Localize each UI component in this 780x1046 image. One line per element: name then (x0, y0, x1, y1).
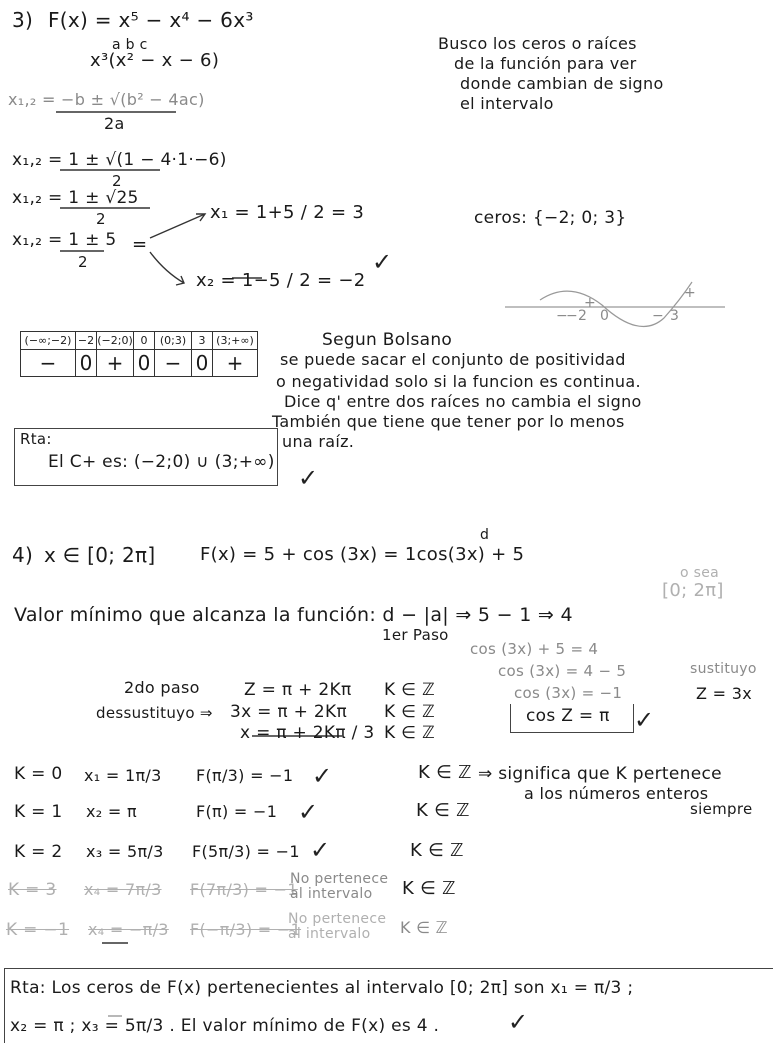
k-row-2-k: K = 2 (14, 842, 63, 862)
arrow-up (150, 214, 205, 238)
factored-function: x³(x² − x − 6) (90, 50, 220, 71)
k-row-1-x: x₂ = π (86, 802, 137, 821)
check-mark: ✓ (312, 762, 333, 790)
graph-label: + (684, 285, 697, 301)
graph-label: − (652, 308, 665, 324)
k-meaning-3: siempre (690, 800, 753, 818)
sign-table-header: (−2;0) (97, 332, 134, 350)
bolzano-title: Segun Bolsano (322, 330, 453, 350)
k-row-1-k: K = 1 (14, 802, 63, 822)
k-row-3-f: F(7π/3) = −1 (190, 880, 298, 899)
bolzano-line-5: una raíz. (282, 432, 355, 451)
check-mark: ✓ (298, 464, 319, 492)
note-line-3: donde cambian de signo (460, 74, 664, 93)
sign-table-cell: 0 (192, 350, 213, 377)
root-2: x₂ = 1−5 / 2 = −2 (196, 270, 366, 291)
sign-table-cell: + (97, 350, 134, 377)
k-row-0-kz: K ∈ ℤ (418, 762, 472, 783)
step-2: x₁,₂ = 1 ± √25 (12, 188, 139, 208)
solve-line-4: cos Z = π (526, 706, 610, 726)
sign-table-cell: + (213, 350, 258, 377)
step-1-label: 1er Paso (382, 626, 449, 644)
corner-note: o sea (680, 565, 720, 581)
check-mark: ✓ (298, 798, 319, 826)
k-integer: K ∈ ℤ (384, 702, 435, 722)
k-row-2-x: x₃ = 5π/3 (86, 842, 164, 861)
corner-interval: [0; 2π] (662, 580, 724, 601)
k-row-4-note: No pertenece al intervalo (288, 911, 387, 942)
k-meaning-1: ⇒ significa que K pertenece (478, 764, 722, 784)
k-row-4-kz: K ∈ ℤ (400, 918, 449, 937)
k-row-0-k: K = 0 (14, 764, 63, 784)
k-integer: K ∈ ℤ (384, 680, 435, 700)
k-row-1-kz: K ∈ ℤ (416, 800, 470, 821)
zeros-set: ceros: {−2; 0; 3} (474, 208, 627, 228)
step-1: x₁,₂ = 1 ± √(1 − 4·1·−6) (12, 150, 227, 170)
step-2-denominator: 2 (96, 210, 106, 228)
desubstitution-label: dessustituyo ⇒ (96, 704, 213, 722)
sign-table-header: (3;+∞) (213, 332, 258, 350)
k-meaning-2: a los números enteros (524, 784, 709, 803)
solve-line-1: cos (3x) + 5 = 4 (470, 640, 599, 658)
k-row-4-k: K = −1 (6, 920, 70, 940)
bolzano-line-1: se puede sacar el conjunto de positividad (280, 350, 626, 369)
problem-3-function: F(x) = x⁵ − x⁴ − 6x³ (48, 8, 254, 32)
k-row-0-f: F(π/3) = −1 (196, 766, 294, 785)
abc-labels: a b c (112, 37, 148, 53)
sign-table-cell: 0 (134, 350, 155, 377)
graph-label: −2 (566, 308, 588, 324)
k-row-2-kz: K ∈ ℤ (410, 840, 464, 861)
step-1-denominator: 2 (112, 172, 122, 190)
graph-label: + (584, 295, 597, 311)
problem-4-function: F(x) = 5 + cos (3x) = 1cos(3x) + 5 (200, 544, 525, 565)
sign-table-header: (−∞;−2) (21, 332, 76, 350)
sign-table-header: 3 (192, 332, 213, 350)
note-line-4: el intervalo (460, 94, 554, 113)
sign-table-header: (0;3) (155, 332, 192, 350)
k-row-3-kz: K ∈ ℤ (402, 878, 456, 899)
solve-line-3: cos (3x) = −1 (514, 684, 623, 702)
check-mark: ✓ (372, 248, 393, 276)
quadratic-formula-denominator: 2a (104, 114, 125, 133)
d-label: d (480, 527, 490, 543)
k-row-4-x: x₄ = −π/3 (88, 920, 169, 939)
general-solution-1: Z = π + 2Kπ (244, 680, 352, 700)
check-mark: ✓ (310, 836, 331, 864)
general-solution-2: 3x = π + 2Kπ (230, 702, 348, 722)
substitution-label: sustituyo (690, 661, 757, 677)
problem-4-domain: x ∈ [0; 2π] (44, 543, 156, 567)
answer-label: Rta: (20, 430, 52, 448)
equals-sign: = (132, 234, 148, 255)
graph-label: 3 (670, 308, 680, 324)
sign-table-header: −2 (76, 332, 97, 350)
sign-table-cell: − (21, 350, 76, 377)
substitution-equation: Z = 3x (696, 684, 752, 703)
check-mark: ✓ (508, 1008, 529, 1036)
sign-table-cell: − (155, 350, 192, 377)
note-line-2: de la función para ver (454, 54, 637, 73)
final-answer-line-2: x₂ = π ; x₃ = 5π/3 . El valor mínimo de F(x) es 4 . (10, 1016, 440, 1036)
sign-table-cell: 0 (76, 350, 97, 377)
note-line-1: Busco los ceros o raíces (438, 34, 637, 53)
k-row-0-x: x₁ = 1π/3 (84, 766, 162, 785)
sign-table-header: 0 (134, 332, 155, 350)
bolzano-line-2: o negatividad solo si la funcion es continua. (276, 372, 641, 391)
quadratic-formula: x₁,₂ = −b ± √(b² − 4ac) (8, 90, 205, 109)
k-row-1-f: F(π) = −1 (196, 802, 278, 821)
step-3: x₁,₂ = 1 ± 5 (12, 230, 117, 250)
answer-text: El C+ es: (−2;0) ∪ (3;+∞) (48, 452, 275, 472)
k-row-3-x: x₄ = 7π/3 (84, 880, 162, 899)
solve-line-2: cos (3x) = 4 − 5 (498, 662, 627, 680)
k-row-3-note: No pertenece al intervalo (290, 871, 389, 902)
k-row-3-k: K = 3 (8, 880, 57, 900)
graph-label: 0 (600, 308, 610, 324)
graph-label: − (556, 308, 569, 324)
minimum-value-line: Valor mínimo que alcanza la función: d − |a| ⇒ 5 − 1 ⇒ 4 (14, 604, 573, 626)
step-3-denominator: 2 (78, 253, 88, 271)
bolzano-line-4: También que tiene que tener por lo menos (272, 412, 625, 431)
sign-table (20, 331, 258, 377)
root-1: x₁ = 1+5 / 2 = 3 (210, 202, 365, 223)
problem-4-number: 4) (12, 543, 34, 567)
general-solution-3: x = π + 2Kπ / 3 (240, 723, 375, 743)
problem-3-number: 3) (12, 8, 34, 32)
k-integer: K ∈ ℤ (384, 723, 435, 743)
step-2-label: 2do paso (124, 678, 200, 697)
k-row-2-f: F(5π/3) = −1 (192, 842, 300, 861)
k-row-4-f: F(−π/3) = −1 (190, 920, 302, 939)
arrow-down (150, 252, 184, 283)
bolzano-line-3: Dice q' entre dos raíces no cambia el signo (284, 392, 642, 411)
final-answer-line-1: Rta: Los ceros de F(x) pertenecientes al intervalo [0; 2π] son x₁ = π/3 ; (10, 978, 634, 998)
check-mark: ✓ (634, 706, 655, 734)
